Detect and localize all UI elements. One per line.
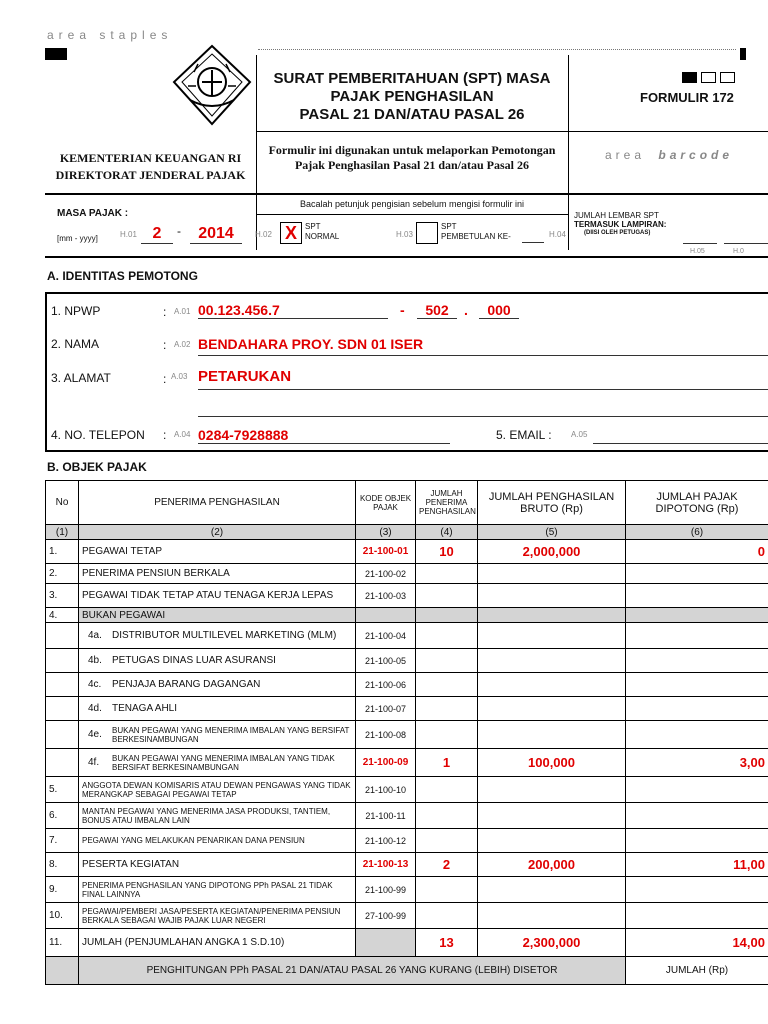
masa-month[interactable]: 2	[141, 225, 173, 244]
row-number	[46, 623, 79, 649]
row-number	[46, 673, 79, 697]
table-row	[46, 584, 768, 608]
table-row	[46, 608, 768, 623]
row-number	[46, 649, 79, 673]
table-row	[46, 903, 768, 929]
row-kode: 21-100-05	[356, 649, 416, 673]
row-number: 1.	[46, 540, 79, 564]
row-jumlah-penerima[interactable]	[416, 777, 478, 803]
column-number-6: (6)	[626, 525, 768, 540]
a03-label: A.03	[171, 372, 188, 381]
h02-label: H.02	[255, 230, 272, 239]
spt-pembetulan-label	[441, 222, 511, 242]
npwp-value-1[interactable]: 00.123.456.7	[198, 302, 388, 319]
formulir-box-filled	[682, 72, 697, 83]
row-pajak[interactable]	[626, 877, 768, 903]
ministry-line-1: KEMENTERIAN KEUANGAN RI	[59, 151, 242, 165]
masa-format: [mm - yyyy]	[57, 234, 98, 243]
row-kode: 21-100-08	[356, 721, 416, 749]
row-bruto[interactable]	[478, 608, 626, 623]
row-jumlah-penerima[interactable]	[416, 673, 478, 697]
row-jumlah-penerima[interactable]	[416, 608, 478, 623]
row-label-text: PENERIMA PENSIUN BERKALA	[82, 568, 230, 579]
row-bruto[interactable]	[478, 829, 626, 853]
spt-normal-label-1: SPT	[305, 222, 321, 231]
npwp-value-2[interactable]: 502	[417, 302, 457, 319]
row-kode: 21-100-11	[356, 803, 416, 829]
row-pajak[interactable]	[626, 564, 768, 584]
row-jumlah-penerima[interactable]	[416, 853, 478, 877]
row-label	[79, 829, 356, 853]
column-number-3: (3)	[356, 525, 416, 540]
row-label-text: PENJAJA BARANG DAGANGAN	[112, 679, 261, 690]
telepon-value[interactable]: 0284-7928888	[198, 427, 450, 444]
form-description: Formulir ini digunakan untuk melaporkan Pemotongan Pajak Penghasilan Pasal 21 dan/atau Pasal 26	[268, 143, 556, 172]
row-sub-number: 4a.	[88, 630, 102, 641]
row-bruto[interactable]	[478, 564, 626, 584]
row-label-text: PETUGAS DINAS LUAR ASURANSI	[112, 655, 276, 666]
area-barcode-word-2: barcode	[658, 148, 734, 162]
area-staples: area staples	[47, 28, 173, 42]
spt-pembetulan-checkbox[interactable]	[416, 222, 438, 244]
row-pajak[interactable]	[626, 673, 768, 697]
row-bruto[interactable]	[478, 540, 626, 564]
row-number	[46, 697, 79, 721]
row-jumlah-penerima[interactable]	[416, 623, 478, 649]
header-hline-mid	[256, 131, 768, 132]
row-jml-value: 1	[442, 755, 451, 770]
row-label	[79, 803, 356, 829]
jumlah-lembar-2: TERMASUK LAMPIRAN:	[574, 220, 667, 229]
row-pajak[interactable]	[626, 540, 768, 564]
npwp-dot: .	[464, 302, 468, 318]
row-label	[79, 697, 356, 721]
row-bruto[interactable]	[478, 649, 626, 673]
row-number: 7.	[46, 829, 79, 853]
row-pajak-value: 14,00	[732, 935, 765, 950]
row-number: 6.	[46, 803, 79, 829]
row-bruto[interactable]	[478, 853, 626, 877]
table-row	[46, 877, 768, 903]
row-sub-number: 4e.	[88, 729, 102, 740]
formulir-box-empty-1	[701, 72, 716, 83]
npwp-colon: :	[163, 305, 167, 319]
row-label-text: PEGAWAI/PEMBERI JASA/PESERTA KEGIATAN/PENERIMA PENSIUN BERKALA SEBAGAI WAJIB PAJAK LUAR NEGERI	[82, 906, 341, 925]
row-label	[79, 929, 356, 957]
table-row	[46, 697, 768, 721]
jumlah-lembar-label	[574, 211, 666, 238]
row-label-text: ANGGOTA DEWAN KOMISARIS ATAU DEWAN PENGAWAS YANG TIDAK MERANGKAP SEBAGAI PEGAWAI TETAP	[82, 780, 351, 799]
row-number: 4.	[46, 608, 79, 623]
row-kode	[356, 929, 416, 957]
spt-normal-x-mark: X	[284, 223, 297, 243]
row-label	[79, 903, 356, 929]
formulir-box-empty-2	[720, 72, 735, 83]
row-label	[79, 540, 356, 564]
a05-label: A.05	[571, 430, 588, 439]
table-row	[46, 540, 768, 564]
alamat-colon: :	[163, 372, 167, 386]
row-bruto[interactable]	[478, 673, 626, 697]
row-bruto-value: 100,000	[528, 755, 575, 770]
ministry-logo	[168, 42, 256, 128]
header-bruto: JUMLAH PENGHASILAN BRUTO (Rp)	[478, 481, 626, 525]
row-label-text: JUMLAH (PENJUMLAHAN ANGKA 1 S.D.10)	[82, 937, 285, 948]
row-pajak[interactable]	[626, 608, 768, 623]
row-bruto-value: 2,300,000	[522, 935, 581, 950]
row-bruto[interactable]	[478, 721, 626, 749]
row-number	[46, 749, 79, 777]
row-bruto[interactable]	[478, 697, 626, 721]
title-line-2: PAJAK PENGHASILAN	[330, 88, 494, 105]
a01-label: A.01	[174, 307, 191, 316]
row-label	[79, 608, 356, 623]
row-jumlah-penerima[interactable]	[416, 749, 478, 777]
row-label-text: DISTRIBUTOR MULTILEVEL MARKETING (MLM)	[112, 630, 337, 641]
header-dipotong: JUMLAH PAJAK DIPOTONG (Rp)	[626, 481, 768, 525]
title-line-3: PASAL 21 DAN/ATAU PASAL 26	[299, 106, 525, 123]
petunjuk-underline	[256, 214, 568, 215]
row-pajak[interactable]	[626, 829, 768, 853]
row-bruto[interactable]	[478, 623, 626, 649]
table-row	[46, 673, 768, 697]
row-bruto[interactable]	[478, 803, 626, 829]
jumlah-lembar-1: JUMLAH LEMBAR SPT	[574, 211, 659, 220]
jumlah-lembar-3: (DIISI OLEH PETUGAS)	[584, 230, 651, 236]
row-bruto[interactable]	[478, 777, 626, 803]
row-kode: 21-100-06	[356, 673, 416, 697]
row-number: 8.	[46, 853, 79, 877]
row-label-text: TENAGA AHLI	[112, 703, 178, 714]
row-kode: 21-100-09	[356, 749, 416, 777]
row-sub-number: 4c.	[88, 679, 102, 690]
ministry-line-2: DIREKTORAT JENDERAL PAJAK	[55, 168, 246, 182]
h06-label: H.0	[733, 248, 744, 255]
row-pajak[interactable]	[626, 853, 768, 877]
row-kode: 21-100-02	[356, 564, 416, 584]
row-label-text: BUKAN PEGAWAI YANG MENERIMA IMBALAN YANG BERSIFAT BERKESINAMBUNGAN	[112, 725, 350, 744]
corner-mark-left	[45, 48, 67, 60]
row-kode	[356, 608, 416, 623]
h01-label: H.01	[120, 230, 137, 239]
masa-pajak-label: MASA PAJAK :	[57, 208, 129, 219]
row-label	[79, 584, 356, 608]
footer-jumlah: JUMLAH (Rp)	[626, 957, 768, 985]
row-label-text: PEGAWAI TIDAK TETAP ATAU TENAGA KERJA LEPAS	[82, 590, 334, 601]
header-hline-end	[45, 256, 768, 258]
npwp-value-3[interactable]: 000	[479, 302, 519, 319]
row-sub-number: 4f.	[88, 757, 100, 768]
header-kode: KODE OBJEK PAJAK	[356, 481, 416, 525]
row-kode: 21-100-03	[356, 584, 416, 608]
spt-pembetulan-label-1: SPT	[441, 222, 457, 231]
row-jumlah-penerima[interactable]	[416, 929, 478, 957]
row-sub-number: 4b.	[88, 655, 102, 666]
spt-normal-label-2: NORMAL	[305, 232, 340, 241]
objek-pajak-table	[45, 480, 768, 985]
area-barcode	[605, 148, 733, 162]
nama-value[interactable]: BENDAHARA PROY. SDN 01 ISER	[198, 336, 768, 356]
row-kode: 27-100-99	[356, 903, 416, 929]
row-bruto-value: 2,000,000	[522, 544, 581, 559]
table-row	[46, 853, 768, 877]
row-pajak[interactable]	[626, 929, 768, 957]
row-label	[79, 673, 356, 697]
row-sub-number: 4d.	[88, 703, 102, 714]
row-jumlah-penerima[interactable]	[416, 829, 478, 853]
row-number: 10.	[46, 903, 79, 929]
email-label: 5. EMAIL :	[496, 428, 552, 442]
row-jml-value: 10	[439, 544, 454, 559]
header-hline-bottom	[45, 193, 768, 195]
table-row	[46, 649, 768, 673]
table-row	[46, 929, 768, 957]
row-kode: 21-100-04	[356, 623, 416, 649]
alamat-line-2[interactable]	[198, 416, 768, 417]
row-jumlah-penerima[interactable]	[416, 877, 478, 903]
masa-dash: -	[177, 224, 181, 238]
row-label	[79, 564, 356, 584]
ministry-name	[45, 150, 256, 184]
row-label-text: PEGAWAI YANG MELAKUKAN PENARIKAN DANA PENSIUN	[82, 836, 305, 845]
header-divider-right	[568, 55, 569, 250]
row-label-text: BUKAN PEGAWAI YANG MENERIMA IMBALAN YANG TIDAK BERSIFAT BERKESINAMBUNGAN	[112, 753, 335, 772]
row-bruto-value: 200,000	[528, 857, 575, 872]
email-field[interactable]	[593, 443, 768, 444]
row-jumlah-penerima[interactable]	[416, 564, 478, 584]
row-pajak[interactable]	[626, 584, 768, 608]
row-jumlah-penerima[interactable]	[416, 721, 478, 749]
row-bruto[interactable]	[478, 903, 626, 929]
nama-colon: :	[163, 338, 167, 352]
row-jumlah-penerima[interactable]	[416, 584, 478, 608]
column-number-4: (4)	[416, 525, 478, 540]
table-row	[46, 623, 768, 649]
row-kode: 21-100-07	[356, 697, 416, 721]
table-row	[46, 803, 768, 829]
row-pajak[interactable]	[626, 803, 768, 829]
header-penerima: PENERIMA PENGHASILAN	[79, 481, 356, 525]
row-pajak-value: 3,00	[739, 755, 765, 770]
row-number: 5.	[46, 777, 79, 803]
table-row	[46, 721, 768, 749]
row-pajak-value: 11,00	[733, 857, 765, 872]
row-bruto[interactable]	[478, 749, 626, 777]
row-jumlah-penerima[interactable]	[416, 540, 478, 564]
row-label-text: PESERTA KEGIATAN	[82, 859, 180, 870]
row-jml-value: 13	[439, 935, 454, 950]
row-pajak[interactable]	[626, 649, 768, 673]
jumlah-lembar-field-1[interactable]	[683, 243, 717, 244]
row-jumlah-penerima[interactable]	[416, 803, 478, 829]
row-pajak[interactable]	[626, 777, 768, 803]
spt-normal-checkbox[interactable]	[280, 222, 302, 244]
row-label-text: PEGAWAI TETAP	[82, 546, 163, 557]
row-number: 11.	[46, 929, 79, 957]
row-label	[79, 777, 356, 803]
nama-label: 2. NAMA	[51, 337, 100, 351]
row-label	[79, 877, 356, 903]
row-pajak[interactable]	[626, 721, 768, 749]
pembetulan-field[interactable]	[522, 242, 544, 243]
row-number: 9.	[46, 877, 79, 903]
row-label	[79, 649, 356, 673]
telepon-colon: :	[163, 428, 167, 442]
staple-dotted-line	[258, 49, 736, 50]
a02-label: A.02	[174, 340, 191, 349]
table-row	[46, 829, 768, 853]
header-no: No	[46, 481, 79, 525]
header-jumlah-penerima: JUMLAH PENERIMA PENGHASILAN	[416, 481, 478, 525]
jumlah-lembar-field-2[interactable]	[724, 243, 768, 244]
row-bruto[interactable]	[478, 877, 626, 903]
column-number-5: (5)	[478, 525, 626, 540]
npwp-dash: -	[400, 302, 405, 318]
row-pajak[interactable]	[626, 903, 768, 929]
table-row	[46, 777, 768, 803]
row-label	[79, 749, 356, 777]
row-jml-value: 2	[442, 857, 451, 872]
row-pajak[interactable]	[626, 623, 768, 649]
area-barcode-word-1: area	[605, 148, 646, 162]
a04-label: A.04	[174, 430, 191, 439]
row-kode: 21-100-01	[356, 540, 416, 564]
row-bruto[interactable]	[478, 929, 626, 957]
alamat-value[interactable]: PETARUKAN	[198, 368, 768, 390]
row-label-text: MANTAN PEGAWAI YANG MENERIMA JASA PRODUKSI, TANTIEM, BONUS ATAU IMBALAN LAIN	[82, 806, 331, 825]
table-row	[46, 564, 768, 584]
masa-year[interactable]: 2014	[190, 225, 242, 244]
row-number: 2.	[46, 564, 79, 584]
row-pajak-value: 0	[757, 544, 765, 559]
row-label-text: PENERIMA PENGHASILAN YANG DIPOTONG PPh PASAL 21 TIDAK FINAL LAINNYA	[82, 880, 333, 899]
row-label	[79, 721, 356, 749]
h04-label: H.04	[549, 230, 566, 239]
row-kode: 21-100-12	[356, 829, 416, 853]
row-jumlah-penerima[interactable]	[416, 697, 478, 721]
npwp-label: 1. NPWP	[51, 304, 101, 318]
row-number: 3.	[46, 584, 79, 608]
row-label	[79, 853, 356, 877]
row-jumlah-penerima[interactable]	[416, 649, 478, 673]
spt-normal-label	[305, 222, 339, 242]
row-jumlah-penerima[interactable]	[416, 903, 478, 929]
corner-mark-right	[740, 48, 746, 60]
form-title	[256, 70, 568, 124]
h03-label: H.03	[396, 230, 413, 239]
row-pajak[interactable]	[626, 697, 768, 721]
footer-label: PENGHITUNGAN PPh PASAL 21 DAN/ATAU PASAL 26 YANG KURANG (LEBIH) DISETOR	[79, 957, 626, 985]
petunjuk-text: Bacalah petunjuk pengisian sebelum mengisi formulir ini	[299, 199, 525, 209]
row-number	[46, 721, 79, 749]
h05-label: H.05	[690, 248, 705, 255]
row-kode: 21-100-13	[356, 853, 416, 877]
spt-pembetulan-label-2: PEMBETULAN KE-	[441, 232, 511, 241]
section-b-title: B. OBJEK PAJAK	[47, 460, 147, 474]
formulir-number: FORMULIR 172	[640, 90, 734, 105]
row-pajak[interactable]	[626, 749, 768, 777]
column-number-2: (2)	[79, 525, 356, 540]
alamat-label: 3. ALAMAT	[51, 371, 111, 385]
row-kode: 21-100-99	[356, 877, 416, 903]
footer-blank	[46, 957, 79, 985]
section-a-title: A. IDENTITAS PEMOTONG	[47, 269, 198, 283]
telepon-label: 4. NO. TELEPON	[51, 428, 145, 442]
column-number-1: (1)	[46, 525, 79, 540]
table-row	[46, 749, 768, 777]
row-bruto[interactable]	[478, 584, 626, 608]
title-line-1: SURAT PEMBERITAHUAN (SPT) MASA	[273, 70, 551, 87]
row-label	[79, 623, 356, 649]
row-kode: 21-100-10	[356, 777, 416, 803]
row-label-text: BUKAN PEGAWAI	[82, 609, 166, 621]
